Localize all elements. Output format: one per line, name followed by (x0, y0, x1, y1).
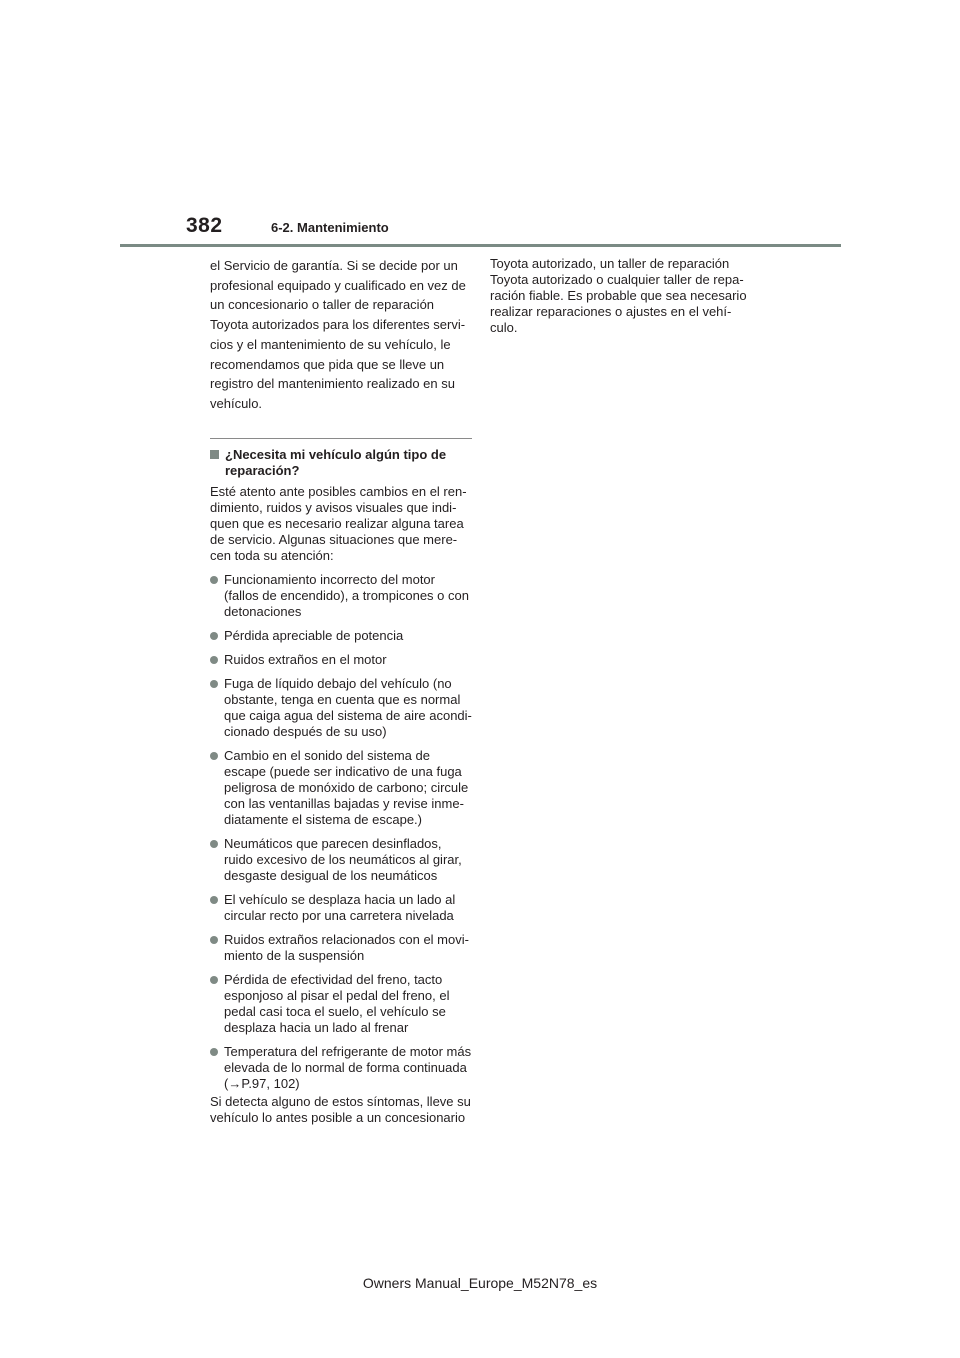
header-rule (120, 244, 841, 247)
list-item (210, 836, 472, 884)
closing-line: vehículo lo antes posible a un concesionario (210, 1109, 466, 1125)
circle-bullet-icon (210, 1048, 218, 1056)
right-line: realizar reparaciones o ajustes en el vehí- (490, 304, 732, 319)
right-line: Toyota autorizado o cualquier taller de repa- (490, 272, 744, 287)
closing-paragraph (210, 1094, 472, 1126)
right-line: culo. (490, 320, 518, 335)
bullet-line: miento de la suspensión (224, 947, 365, 963)
bullet-line: con las ventanillas bajadas y revise inme- (224, 795, 464, 811)
bullet-line: Temperatura del refrigerante de motor más (224, 1043, 472, 1059)
para-line: de servicio. Algunas situaciones que mere- (210, 531, 458, 547)
bullet-line: obstante, tenga en cuenta que es normal (224, 691, 461, 707)
bullet-line: Pérdida de efectividad del freno, tacto (224, 971, 443, 987)
bullet-line: ruido excesivo de los neumáticos al girar, (224, 851, 462, 867)
footer-manual-id: Owners Manual_Europe_M52N78_es (362, 1275, 598, 1291)
para-line: Esté atento ante posibles cambios en el ren- (210, 483, 467, 499)
intro-line: cios y el mantenimiento de su vehículo, le (210, 336, 451, 352)
left-column (210, 256, 472, 1126)
circle-bullet-icon (210, 936, 218, 944)
heading-line: reparación? (225, 462, 300, 478)
list-item (210, 748, 472, 828)
bullet-line: peligrosa de monóxido de carbono; circule (224, 779, 469, 795)
bullet-line: diatamente el sistema de escape.) (224, 811, 422, 827)
bullet-line: cionado después de su uso) (224, 723, 387, 739)
bullet-line: Cambio en el sonido del sistema de (224, 747, 430, 763)
list-item (210, 676, 472, 740)
bullet-line: detonaciones (224, 603, 302, 619)
heading-line: ¿Necesita mi vehículo algún tipo de (225, 446, 447, 462)
right-line: ración fiable. Es probable que sea necesario (490, 288, 747, 303)
bullet-line: Ruidos extraños relacionados con el movi- (224, 931, 469, 947)
bullet-line: Pérdida apreciable de potencia (224, 627, 404, 643)
circle-bullet-icon (210, 976, 218, 984)
closing-line: Si detecta alguno de estos síntomas, lleve su (210, 1093, 471, 1109)
page-reference-link[interactable]: (→P.97, 102) (224, 1075, 300, 1091)
intro-line: vehículo. (210, 395, 263, 411)
bullet-line: Neumáticos que parecen desinflados, (224, 835, 442, 851)
circle-bullet-icon (210, 680, 218, 688)
circle-bullet-icon (210, 656, 218, 664)
page-number: 382 (186, 214, 223, 237)
bullet-line: Fuga de líquido debajo del vehículo (no (224, 675, 452, 691)
para-line: quen que es necesario realizar alguna tarea (210, 515, 464, 531)
list-item (210, 572, 472, 620)
right-line: Toyota autorizado, un taller de reparación (490, 256, 730, 271)
list-item (210, 932, 472, 964)
bullet-line: esponjoso al pisar el pedal del freno, el (224, 987, 450, 1003)
bullet-line: circular recto por una carretera nivelada (224, 907, 454, 923)
list-item (210, 892, 472, 924)
intro-line: un concesionario o taller de reparación (210, 297, 435, 313)
intro-line: el Servicio de garantía. Si se decide por un (210, 258, 458, 273)
list-item (210, 1044, 472, 1092)
bullet-line: Ruidos extraños en el motor (224, 651, 387, 667)
circle-bullet-icon (210, 576, 218, 584)
intro-line: profesional equipado y cualificado en vez de (210, 277, 466, 293)
intro-line: Toyota autorizados para los diferentes servi- (210, 317, 466, 333)
intro-line: registro del mantenimiento realizado en su (210, 376, 455, 392)
bullet-line: pedal casi toca el suelo, el vehículo se (224, 1003, 446, 1019)
subsection-heading (210, 447, 472, 479)
intro-paragraph (210, 256, 472, 414)
intro-line: recomendamos que pida que se lleve un (210, 356, 445, 372)
list-item (210, 652, 472, 668)
bullet-line: desgaste desigual de los neumáticos (224, 867, 438, 883)
circle-bullet-icon (210, 840, 218, 848)
right-column (490, 256, 752, 336)
section-divider (210, 438, 472, 439)
bullet-line: Funcionamiento incorrecto del motor (224, 571, 435, 587)
circle-bullet-icon (210, 752, 218, 760)
para-line: cen toda su atención: (210, 547, 334, 563)
bullet-line: elevada de lo normal de forma continuada (224, 1059, 467, 1075)
bullet-line: El vehículo se desplaza hacia un lado al (224, 891, 456, 907)
square-bullet-icon (210, 450, 219, 459)
section-title: 6-2. Mantenimiento (271, 220, 389, 235)
body-paragraph (210, 484, 472, 564)
circle-bullet-icon (210, 896, 218, 904)
circle-bullet-icon (210, 632, 218, 640)
para-line: dimiento, ruidos y avisos visuales que indi- (210, 499, 457, 515)
list-item (210, 628, 472, 644)
bullet-line: desplaza hacia un lado al frenar (224, 1019, 409, 1035)
bullet-line: (fallos de encendido), a trompicones o con (224, 587, 469, 603)
list-item (210, 972, 472, 1036)
bullet-line: que caiga agua del sistema de aire acondi- (224, 707, 472, 723)
bullet-line: escape (puede ser indicativo de una fuga (224, 763, 462, 779)
